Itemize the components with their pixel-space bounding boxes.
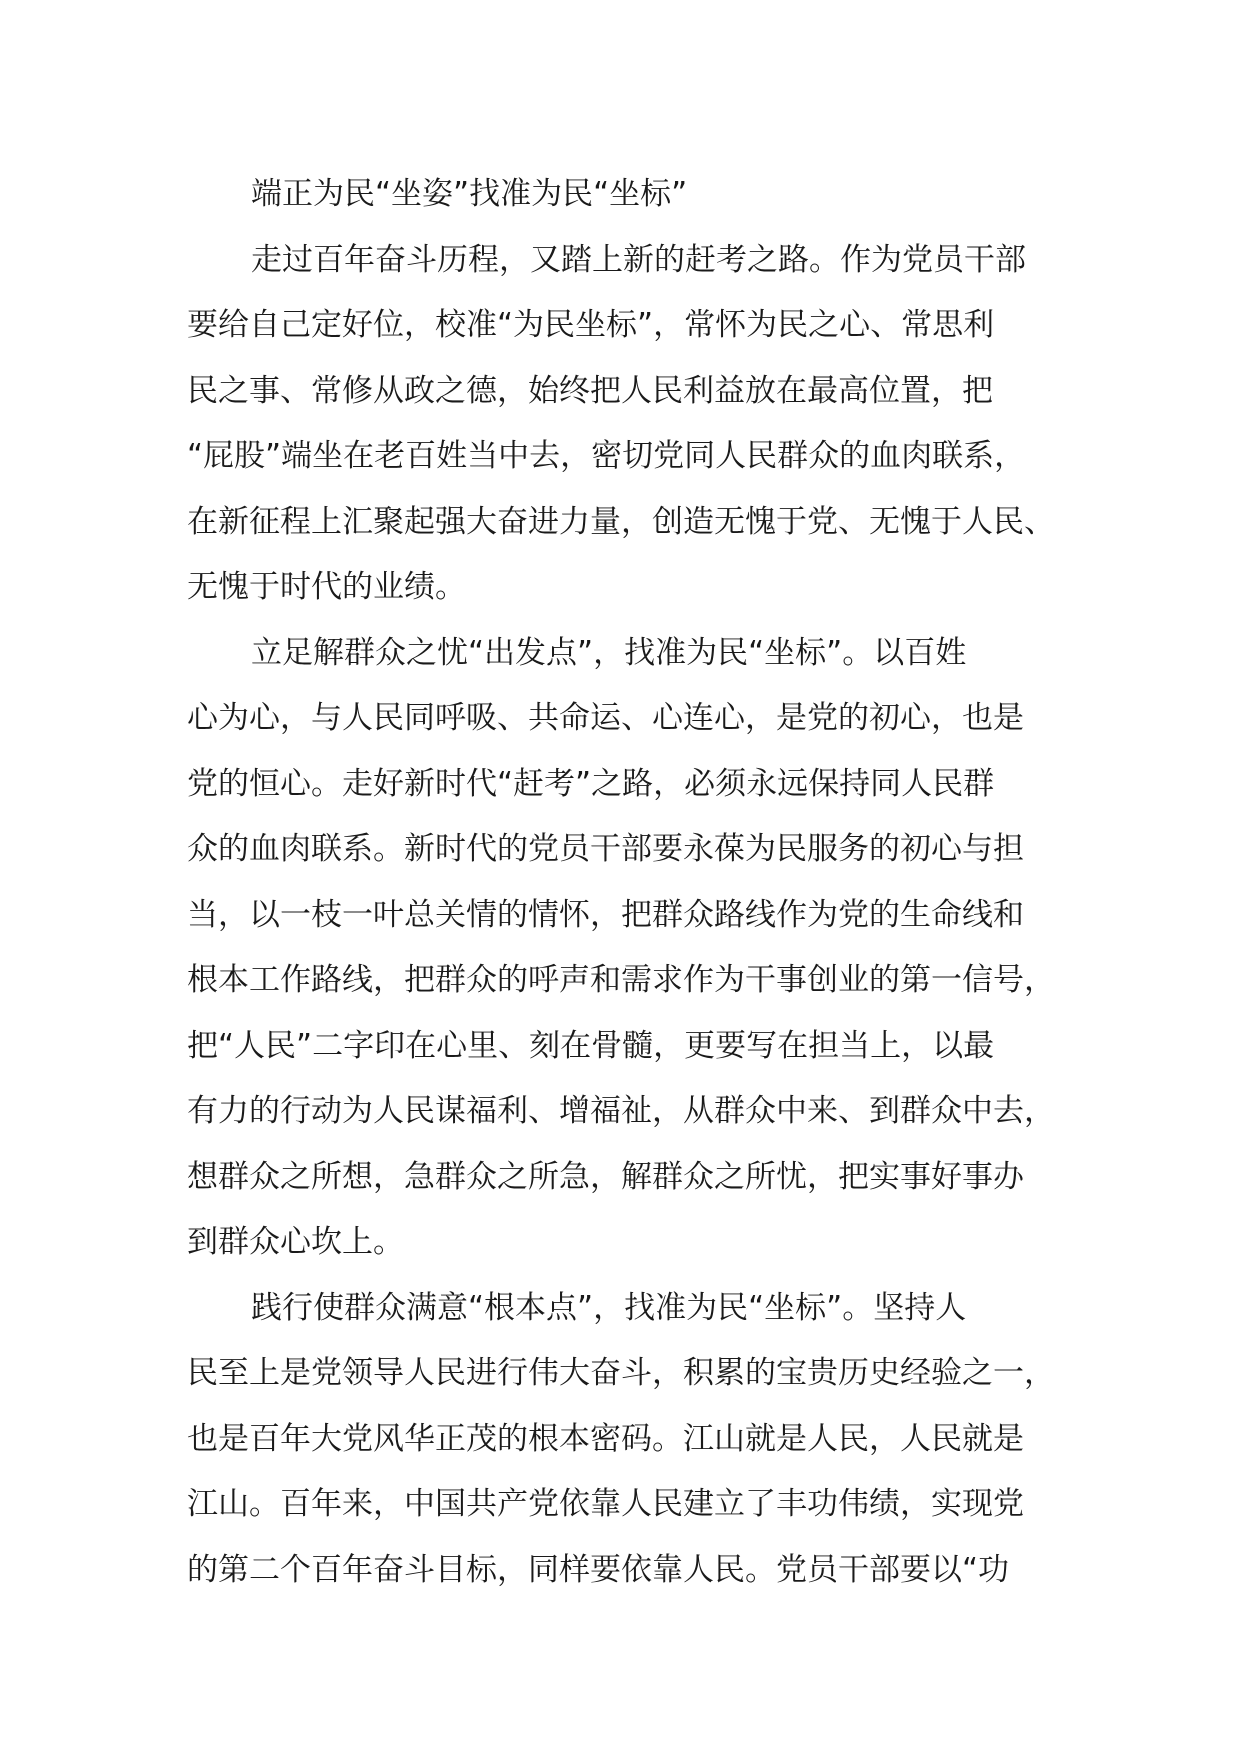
paragraph-line: 当，以一枝一叶总关情的情怀，把群众路线作为党的生命线和: [187, 896, 1024, 933]
paragraph-line: “屁股”端坐在老百姓当中去，密切党同人民群众的血肉联系，: [187, 438, 1026, 474]
paragraph-line: 无愧于时代的业绩。: [187, 569, 466, 605]
paragraph-line: 的第二个百年奋斗目标，同样要依靠人民。党员干部要以“功: [187, 1551, 1010, 1588]
paragraph-line: 走过百年奋斗历程，又踏上新的赶考之路。作为党员干部: [251, 241, 1026, 278]
paragraph-line: 党的恒心。走好新时代“赶考”之路，必须永远保持同人民群: [187, 765, 995, 802]
paragraph-line: 想群众之所想，急群众之所急，解群众之所忧，把实事好事办: [187, 1158, 1024, 1195]
paragraph-line: 到群众心坎上。: [187, 1224, 404, 1260]
paragraph-line: 把“人民”二字印在心里、刻在骨髓，更要写在担当上，以最: [187, 1027, 995, 1064]
paragraph-line: 心为心，与人民同呼吸、共命运、心连心，是党的初心，也是: [187, 700, 1024, 736]
document-body: [187, 162, 1091, 1603]
paragraph-2: [187, 621, 1091, 1276]
document-title: 端正为民“坐姿”找准为民“坐标”: [251, 176, 688, 212]
paragraph-line: 众的血肉联系。新时代的党员干部要永葆为民服务的初心与担: [187, 831, 1024, 867]
paragraph-3: [187, 1276, 1091, 1604]
paragraph-line: 有力的行动为人民谋福利、增福祉，从群众中来、到群众中去，: [187, 1093, 1055, 1129]
paragraph-line: 民至上是党领导人民进行伟大奋斗，积累的宝贵历史经验之一，: [187, 1355, 1055, 1391]
paragraph-line: 践行使群众满意“根本点”，找准为民“坐标”。坚持人: [251, 1289, 967, 1326]
paragraph-line: 江山。百年来，中国共产党依靠人民建立了丰功伟绩，实现党: [187, 1486, 1024, 1522]
paragraph-line: 民之事、常修从政之德，始终把人民利益放在最高位置，把: [187, 372, 993, 409]
paragraph-line: 根本工作路线，把群众的呼声和需求作为干事创业的第一信号，: [187, 962, 1055, 998]
paragraph-line: 立足解群众之忧“出发点”，找准为民“坐标”。以百姓: [251, 634, 967, 671]
paragraph-line: 也是百年大党风华正茂的根本密码。江山就是人民，人民就是: [187, 1420, 1024, 1457]
paragraph-1: [187, 228, 1091, 621]
paragraph-line: 要给自己定好位，校准“为民坐标”，常怀为民之心、常思利: [187, 307, 995, 343]
paragraph-line: 在新征程上汇聚起强大奋进力量，创造无愧于党、无愧于人民、: [187, 503, 1055, 540]
